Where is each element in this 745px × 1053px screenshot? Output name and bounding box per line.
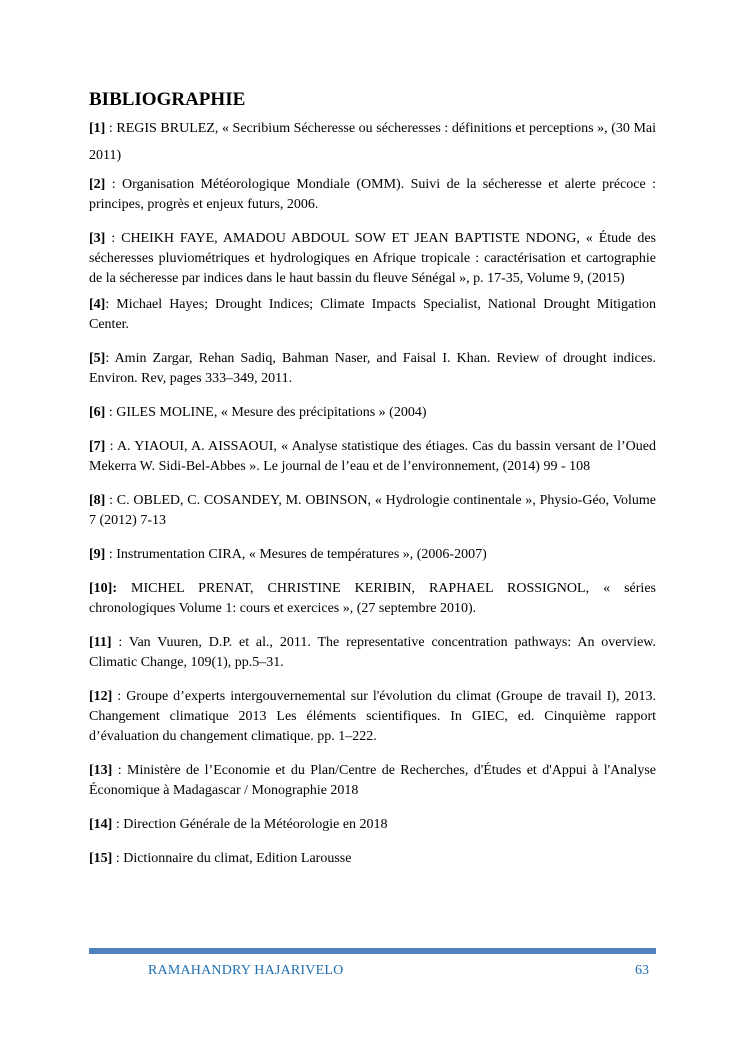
entry-ref: [2]	[89, 177, 106, 192]
entry-ref: [1]	[89, 121, 106, 136]
entry-separator: :	[105, 351, 115, 366]
entry-separator: :	[112, 817, 124, 832]
footer-divider	[89, 948, 656, 954]
entry-text: Ministère de l’Economie et du Plan/Centre de Recherches, d'Études et d'Appui à l'Analyse Économique à Madagascar / Monographie 2018	[89, 763, 656, 798]
bibliography-entry	[89, 687, 656, 747]
bibliography-entry	[89, 349, 656, 389]
entry-separator: :	[105, 439, 117, 454]
bibliography-entry	[89, 295, 656, 335]
entry-text: Amin Zargar, Rehan Sadiq, Bahman Naser, and Faisal I. Khan. Review of drought indices. Environ. Rev, pages 333–349, 2011.	[89, 351, 656, 386]
bibliography-page	[89, 89, 656, 869]
entry-text: Dictionnaire du climat, Edition Larousse	[123, 851, 352, 866]
entry-separator: :	[105, 547, 117, 562]
entry-text: Groupe d’experts intergouvernemental sur l'évolution du climat (Groupe de travail I), 2013. Changement climatique 2013 Les éléments scientifiques. In GIEC, ed. Cinquième rapport d’évaluation du changement climatique. pp. 1–222.	[89, 689, 656, 744]
entry-text: Instrumentation CIRA, « Mesures de températures », (2006-2007)	[116, 547, 487, 562]
entry-ref: [12]	[89, 689, 113, 704]
entry-separator: :	[112, 851, 124, 866]
entry-separator: :	[105, 493, 117, 508]
entry-text: Michael Hayes; Drought Indices; Climate Impacts Specialist, National Drought Mitigation Center.	[89, 297, 657, 332]
entry-ref: [3]	[89, 231, 106, 246]
bibliography-entry	[89, 545, 656, 565]
entry-separator: :	[105, 297, 117, 312]
bibliography-entry	[89, 761, 656, 801]
bibliography-entry	[89, 491, 656, 531]
entry-separator: :	[112, 689, 127, 704]
bibliography-entry	[89, 229, 656, 289]
entry-ref: [5]	[89, 351, 106, 366]
page-number: 63	[635, 963, 649, 978]
entry-ref: [4]	[89, 297, 106, 312]
entry-ref: [7]	[89, 439, 106, 454]
entry-text: Organisation Météorologique Mondiale (OMM). Suivi de la sécheresse et alerte précoce : principes, progrès et enjeux futurs, 2006.	[89, 177, 656, 212]
bibliography-entry	[89, 633, 656, 673]
entry-ref: [8]	[89, 493, 106, 508]
entry-separator: :	[111, 635, 129, 650]
bibliography-entry	[89, 815, 656, 835]
page-title: BIBLIOGRAPHIE	[89, 89, 246, 110]
entry-text: CHEIKH FAYE, AMADOU ABDOUL SOW ET JEAN BAPTISTE NDONG, « Étude des sécheresses pluviométriques et hydrologiques en Afrique tropicale : caractérisation et cartographie de la sécheresse par indices dans le haut bassin du fleuve Sénégal », p. 17-35, Volume 9, (2015)	[89, 231, 656, 286]
bibliography-entry	[89, 175, 656, 215]
entry-separator: :	[105, 231, 122, 246]
entry-text: GILES MOLINE, « Mesure des précipitations » (2004)	[116, 405, 427, 420]
entry-separator: :	[105, 121, 117, 136]
entry-ref: [6]	[89, 405, 106, 420]
entry-separator: :	[105, 405, 117, 420]
entry-ref: [14]	[89, 817, 113, 832]
entry-text: Van Vuuren, D.P. et al., 2011. The representative concentration pathways: An overview. Climatic Change, 109(1), pp.5–31.	[89, 635, 656, 670]
entry-separator: :	[112, 763, 127, 778]
entry-text: MICHEL PRENAT, CHRISTINE KERIBIN, RAPHAEL ROSSIGNOL, « séries chronologiques Volume 1: cours et exercices », (27 septembre 2010).	[89, 581, 656, 616]
entry-text: Direction Générale de la Météorologie en 2018	[123, 817, 388, 832]
entry-ref: [9]	[89, 547, 106, 562]
entry-ref: [13]	[89, 763, 113, 778]
bibliography-entry	[89, 849, 656, 869]
bibliography-entry	[89, 115, 656, 169]
entry-ref: [11]	[89, 635, 112, 650]
entry-text: C. OBLED, C. COSANDEY, M. OBINSON, « Hydrologie continentale », Physio-Géo, Volume 7 (2012) 7-13	[89, 493, 656, 528]
entry-text: A. YIAOUI, A. AISSAOUI, « Analyse statistique des étiages. Cas du bassin versant de l’Oued Mekerra W. Sidi-Bel-Abbes ». Le journal de l’eau et de l’environnement, (2014) 99 - 108	[89, 439, 656, 474]
entry-separator: :	[105, 177, 123, 192]
footer-author: RAMAHANDRY HAJARIVELO	[148, 963, 344, 978]
entry-ref: [15]	[89, 851, 113, 866]
bibliography-entry	[89, 403, 656, 423]
entry-separator	[117, 581, 131, 596]
entry-text: REGIS BRULEZ, « Secribium Sécheresse ou sécheresses : définitions et perceptions », (30 Mai 2011)	[89, 121, 656, 163]
entry-ref: [10]:	[89, 581, 117, 596]
bibliography-entry	[89, 579, 656, 619]
bibliography-entry	[89, 437, 656, 477]
